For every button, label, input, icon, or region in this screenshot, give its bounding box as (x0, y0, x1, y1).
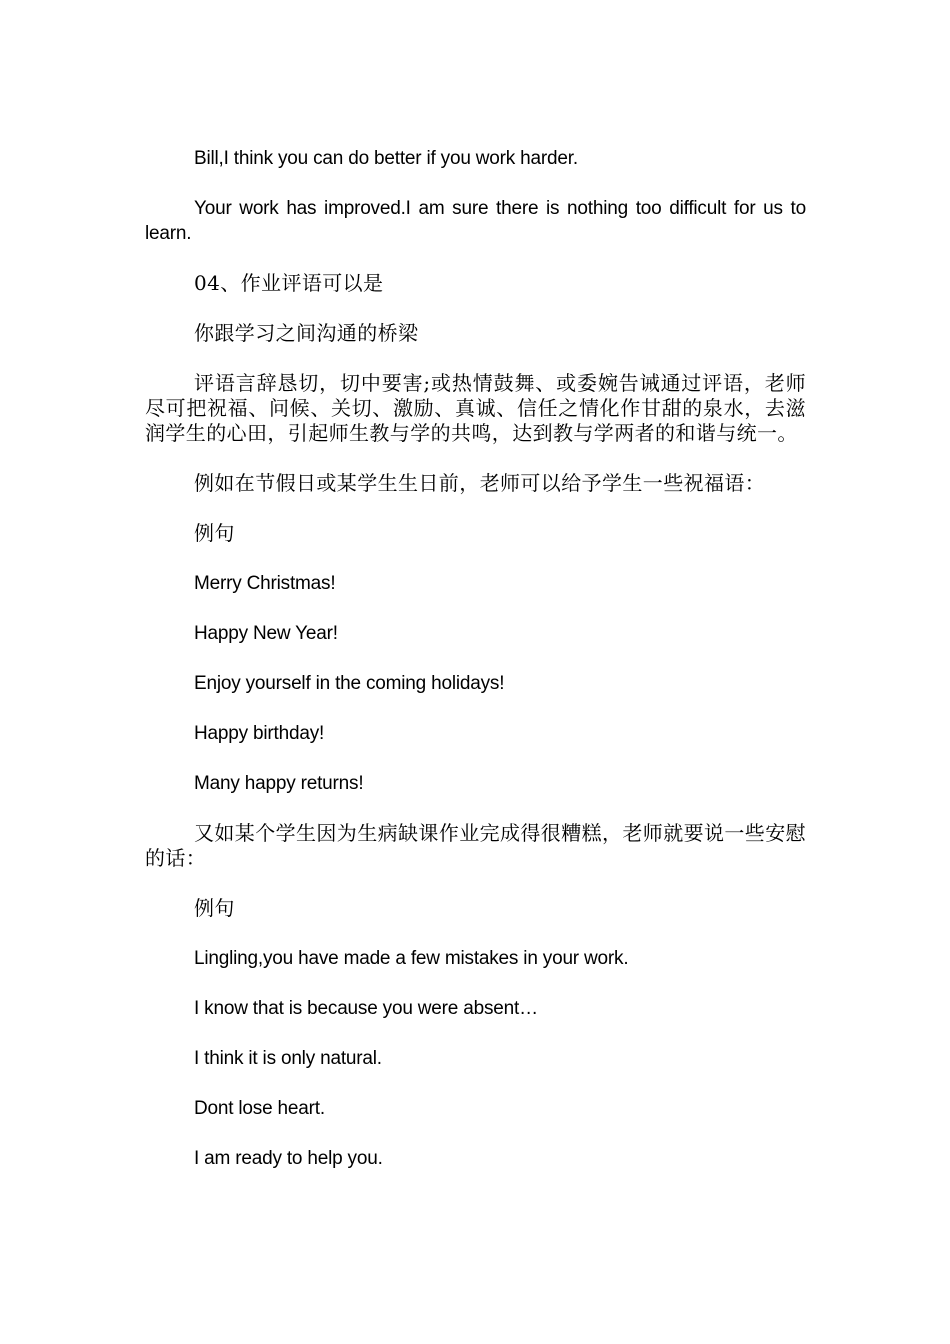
example-sentence: Happy New Year! (194, 623, 338, 644)
section-heading-04: 04、作业评语可以是 (194, 271, 384, 295)
example-sentence: I am ready to help you. (194, 1148, 383, 1169)
paragraph-comfort-example-intro: 又如某个学生因为生病缺课作业完成得很糟糕，老师就要说一些安慰的话： (145, 821, 806, 870)
section-subheading: 你跟学习之间沟通的桥梁 (194, 321, 419, 345)
paragraph-bill-comment: Bill,I think you can do better if you work harder. (194, 148, 578, 169)
example-label: 例句 (194, 521, 235, 545)
paragraph-comment-description: 评语言辞恳切，切中要害;或热情鼓舞、或委婉告诫通过评语，老师尽可把祝福、问候、关切、激励、真诚、信任之情化作甘甜的泉水，去滋润学生的心田，引起师生教与学的共鸣，达到教与学两者的和谐与统一。 (145, 371, 806, 445)
example-sentence: Enjoy yourself in the coming holidays! (194, 673, 505, 694)
paragraph-holiday-example-intro: 例如在节假日或某学生生日前，老师可以给予学生一些祝福语： (194, 471, 766, 495)
paragraph-work-improved: Your work has improved.I am sure there is nothing too difficult for us to learn. (145, 198, 806, 244)
example-sentence: I think it is only natural. (194, 1048, 382, 1069)
document-body (145, 146, 806, 1196)
example-sentence: I know that is because you were absent… (194, 998, 538, 1019)
example-sentence: Merry Christmas! (194, 573, 336, 594)
example-sentence: Many happy returns! (194, 773, 364, 794)
example-sentence: Happy birthday! (194, 723, 325, 744)
example-sentence: Dont lose heart. (194, 1098, 325, 1119)
example-label: 例句 (194, 896, 235, 920)
example-sentence: Lingling,you have made a few mistakes in your work. (194, 948, 629, 969)
